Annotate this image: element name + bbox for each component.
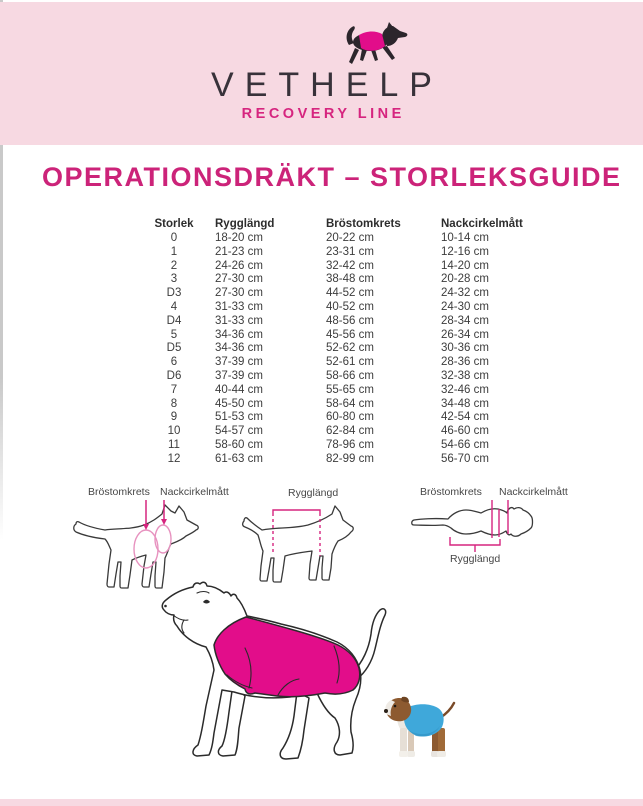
measurement-cell: 44-52 cm	[326, 287, 374, 300]
column-header-brostomkrets: Bröstomkrets	[326, 217, 401, 230]
measurement-cell: 32-46 cm	[441, 383, 489, 396]
size-table-row	[146, 301, 551, 315]
size-table-row	[146, 425, 551, 439]
size-table-row	[146, 384, 551, 398]
measurement-cell: 27-30 cm	[215, 287, 263, 300]
size-table-row	[146, 356, 551, 370]
measurement-cell: 26-34 cm	[441, 328, 489, 341]
size-cell: 9	[170, 411, 178, 424]
brand-header	[0, 2, 643, 145]
size-cell: 11	[168, 438, 180, 451]
measurement-cell: 21-23 cm	[215, 245, 263, 258]
size-table-row	[146, 315, 551, 329]
measurement-cell: 54-57 cm	[215, 425, 263, 438]
measurement-cell: 37-39 cm	[215, 356, 263, 369]
measurement-cell: 40-44 cm	[215, 383, 263, 396]
measurement-cell: 37-39 cm	[215, 369, 263, 382]
measurement-cell: 14-20 cm	[441, 259, 489, 272]
measurement-cell: 58-60 cm	[215, 438, 263, 451]
diagram1-neck-label: Nackcirkelmått	[160, 486, 229, 498]
measurement-cell: 78-96 cm	[326, 438, 374, 451]
size-table-row	[146, 342, 551, 356]
measurement-cell: 51-53 cm	[215, 411, 263, 424]
size-table-row	[146, 453, 551, 467]
measurement-cell: 56-70 cm	[441, 452, 489, 465]
measurement-cell: 60-80 cm	[326, 411, 374, 424]
measurement-cell: 40-52 cm	[326, 300, 374, 313]
dog-side-backlength-diagram	[240, 500, 355, 585]
size-table-header-row	[146, 217, 551, 232]
measurement-cell: 34-36 cm	[215, 328, 263, 341]
size-table-row	[146, 260, 551, 274]
measurement-cell: 32-42 cm	[326, 259, 374, 272]
dog-blue-suit-photo	[378, 694, 466, 768]
measurement-cell: 62-84 cm	[326, 425, 374, 438]
measurement-cell: 24-26 cm	[215, 259, 263, 272]
measurement-cell: 24-32 cm	[441, 287, 489, 300]
size-cell: 6	[170, 356, 178, 369]
diagram3-neck-label: Nackcirkelmått	[499, 486, 568, 498]
dog-logo-icon	[342, 22, 410, 70]
measurement-cell: 52-61 cm	[326, 356, 374, 369]
page-title: OPERATIONSDRÄKT – STORLEKSGUIDE	[42, 162, 622, 192]
column-header-rygglangd: Rygglängd	[215, 217, 275, 230]
brand-tagline: RECOVERY LINE	[241, 106, 405, 122]
measurement-cell: 20-28 cm	[441, 273, 489, 286]
diagram3-back-label: Rygglängd	[450, 553, 501, 565]
measurement-cell: 10-14 cm	[441, 232, 489, 244]
measurement-cell: 34-48 cm	[441, 397, 489, 410]
size-table-row	[146, 411, 551, 425]
measurement-cell: 32-38 cm	[441, 369, 489, 382]
diagram2-back-label: Rygglängd	[288, 487, 339, 499]
size-table-body	[146, 232, 551, 467]
size-table-row	[146, 439, 551, 453]
size-cell: 0	[170, 232, 178, 244]
measurement-cell: 82-99 cm	[326, 452, 374, 465]
measurement-cell: 61-63 cm	[215, 452, 263, 465]
measurement-cell: 45-56 cm	[326, 328, 374, 341]
size-table-row	[146, 398, 551, 412]
size-cell: 1	[170, 245, 178, 258]
measurement-cell: 18-20 cm	[215, 232, 263, 244]
measurement-cell: 30-36 cm	[441, 342, 489, 355]
size-table-row	[146, 273, 551, 287]
size-cell: 8	[170, 397, 178, 410]
measurement-cell: 58-66 cm	[326, 369, 374, 382]
size-cell: D4	[166, 314, 182, 327]
measurement-cell: 20-22 cm	[326, 232, 374, 244]
size-cell: D3	[166, 287, 182, 300]
measurement-cell: 34-36 cm	[215, 342, 263, 355]
size-cell: D5	[166, 342, 182, 355]
dog-top-view-diagram	[408, 500, 598, 556]
brand-name: VETHELP	[211, 66, 443, 104]
size-cell: 5	[170, 328, 178, 341]
measurement-cell: 12-16 cm	[441, 245, 489, 258]
measurement-cell: 55-65 cm	[326, 383, 374, 396]
measurement-cell: 58-64 cm	[326, 397, 374, 410]
measurement-cell: 42-54 cm	[441, 411, 489, 424]
size-cell: 7	[170, 383, 178, 396]
column-header-storlek: Storlek	[154, 217, 194, 230]
size-table-row	[146, 232, 551, 246]
size-cell: 2	[170, 259, 178, 272]
measurement-cell: 54-66 cm	[441, 438, 489, 451]
size-table-row	[146, 329, 551, 343]
measurement-cell: 24-30 cm	[441, 300, 489, 313]
column-header-nackcirkelmatt: Nackcirkelmått	[441, 217, 523, 230]
measurement-cell: 46-60 cm	[441, 425, 489, 438]
size-table-row	[146, 370, 551, 384]
measurement-cell: 23-31 cm	[326, 245, 374, 258]
diagram3-chest-label: Bröstomkrets	[420, 486, 482, 498]
size-cell: 10	[167, 425, 181, 438]
measurement-cell: 28-34 cm	[441, 314, 489, 327]
measurement-cell: 31-33 cm	[215, 300, 263, 313]
size-cell: 4	[170, 300, 178, 313]
measurement-cell: 28-36 cm	[441, 356, 489, 369]
measurement-cell: 48-56 cm	[326, 314, 374, 327]
size-cell: 12	[167, 452, 181, 465]
diagram1-chest-label: Bröstomkrets	[88, 486, 150, 498]
size-cell: D6	[166, 369, 182, 382]
dog-pink-suit-illustration	[150, 578, 397, 773]
size-table	[146, 217, 551, 467]
size-table-row	[146, 246, 551, 260]
measurement-cell: 31-33 cm	[215, 314, 263, 327]
footer-strip	[0, 799, 643, 806]
measurement-cell: 45-50 cm	[215, 397, 263, 410]
size-table-row	[146, 287, 551, 301]
size-cell: 3	[170, 273, 178, 286]
measurement-cell: 38-48 cm	[326, 273, 374, 286]
measurement-cell: 52-62 cm	[326, 342, 374, 355]
measurement-cell: 27-30 cm	[215, 273, 263, 286]
